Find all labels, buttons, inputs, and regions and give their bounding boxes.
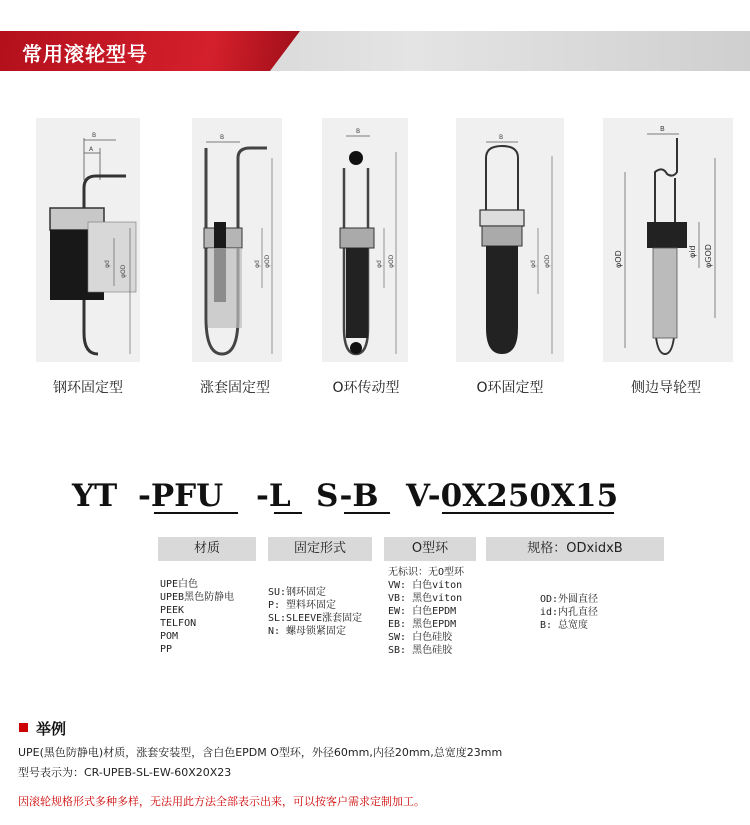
section-title: 常用滚轮型号 bbox=[22, 42, 148, 66]
list-item: VB: 黑色viton bbox=[388, 593, 463, 604]
dim-d-label: φd bbox=[104, 260, 111, 268]
list-item: id:内孔直径 bbox=[540, 607, 599, 618]
dim-od-label: φOD bbox=[120, 264, 127, 278]
code-spec: V-0X250X15 bbox=[406, 478, 619, 514]
dim-od-label: φOD bbox=[544, 254, 551, 268]
dim-id-label: φid bbox=[688, 245, 697, 258]
wheel-diagram-oring-fixed bbox=[456, 118, 564, 362]
dim-d-label: φd bbox=[530, 260, 537, 268]
list-item: EW: 白色EPDM bbox=[388, 606, 457, 617]
code-prefix: YT bbox=[72, 478, 118, 514]
list-item: SL:SLEEVE涨套固定 bbox=[268, 613, 363, 624]
list-item: 无标识：无O型环 bbox=[388, 567, 465, 578]
table-header-mount: 固定形式 bbox=[268, 537, 372, 561]
list-item: PEEK bbox=[160, 605, 185, 616]
dim-a-label: A bbox=[89, 146, 94, 153]
list-item: P: 塑料环固定 bbox=[268, 600, 337, 611]
code-spec-underline bbox=[442, 512, 614, 514]
example-bullet bbox=[19, 723, 28, 732]
list-item: PP bbox=[160, 644, 173, 655]
list-item: UPE白色 bbox=[160, 579, 199, 590]
code-oring-underline bbox=[344, 512, 390, 514]
wheel-label-sleeve: 涨套固定型 bbox=[200, 380, 270, 396]
example-title: 举例 bbox=[36, 720, 67, 738]
list-item: SB: 黑色硅胶 bbox=[388, 645, 453, 656]
custom-note: 因滚轮规格形式多种多样，无法用此方法全部表示出来，可以按客户需求定制加工。 bbox=[18, 795, 425, 808]
table-header-spec: 规格：ODxidxB bbox=[486, 537, 664, 561]
dim-b-label: B bbox=[356, 128, 361, 135]
code-material: -PFU bbox=[138, 478, 224, 514]
table-header-material: 材质 bbox=[158, 537, 256, 561]
list-item: UPEB黑色防静电 bbox=[160, 592, 235, 603]
code-material-underline bbox=[154, 512, 238, 514]
wheel-label-oring-fixed: O环固定型 bbox=[476, 380, 544, 396]
mount-list bbox=[268, 586, 362, 638]
code-mount: -L bbox=[256, 478, 291, 514]
list-item: EB: 黑色EPDM bbox=[388, 619, 457, 630]
example-model: 型号表示为：CR-UPEB-SL-EW-60X20X23 bbox=[18, 766, 232, 779]
wheel-diagram-sleeve bbox=[192, 118, 282, 362]
spec-list bbox=[540, 593, 598, 632]
wheel-label-steel-ring: 钢环固定型 bbox=[53, 380, 123, 396]
example-description: UPE(黑色防静电)材质，涨套安装型，含白色EPDM O型环，外径60mm,内径20mm,总宽度23mm bbox=[18, 746, 503, 759]
code-oring: S-B bbox=[316, 478, 379, 514]
wheel-diagram-oring-drive bbox=[322, 118, 408, 362]
list-item: B: 总宽度 bbox=[540, 620, 589, 631]
wheel-label-side-guide: 侧边导轮型 bbox=[631, 380, 701, 396]
list-item: SU:钢环固定 bbox=[268, 587, 327, 598]
wheel-diagram-steel-ring bbox=[36, 118, 140, 362]
table-header-oring: O型环 bbox=[384, 537, 476, 561]
list-item: POM bbox=[160, 631, 179, 642]
dim-god-label: φGOD bbox=[704, 244, 713, 268]
code-mount-underline bbox=[274, 512, 302, 514]
list-item: N: 螺母锁紧固定 bbox=[268, 626, 347, 637]
list-item: TELFON bbox=[160, 618, 197, 629]
list-item: VW: 白色viton bbox=[388, 580, 463, 591]
dim-od-label: φOD bbox=[264, 254, 271, 268]
material-list bbox=[160, 578, 234, 656]
dim-b-label: B bbox=[220, 134, 225, 141]
dim-d-label: φd bbox=[376, 260, 383, 268]
list-item: OD:外圆直径 bbox=[540, 594, 599, 605]
dim-od-label: φOD bbox=[388, 254, 395, 268]
dim-b-label: B bbox=[660, 125, 665, 133]
dim-b-label: B bbox=[92, 132, 97, 139]
dim-d-label: φd bbox=[254, 260, 261, 268]
wheel-diagram-side-guide bbox=[603, 118, 733, 362]
list-item: SW: 白色硅胶 bbox=[388, 632, 453, 643]
wheel-label-oring-drive: O环传动型 bbox=[332, 380, 400, 396]
dim-b-label: B bbox=[499, 134, 504, 141]
oring-list bbox=[388, 566, 464, 657]
dim-od-label: φOD bbox=[614, 250, 623, 268]
